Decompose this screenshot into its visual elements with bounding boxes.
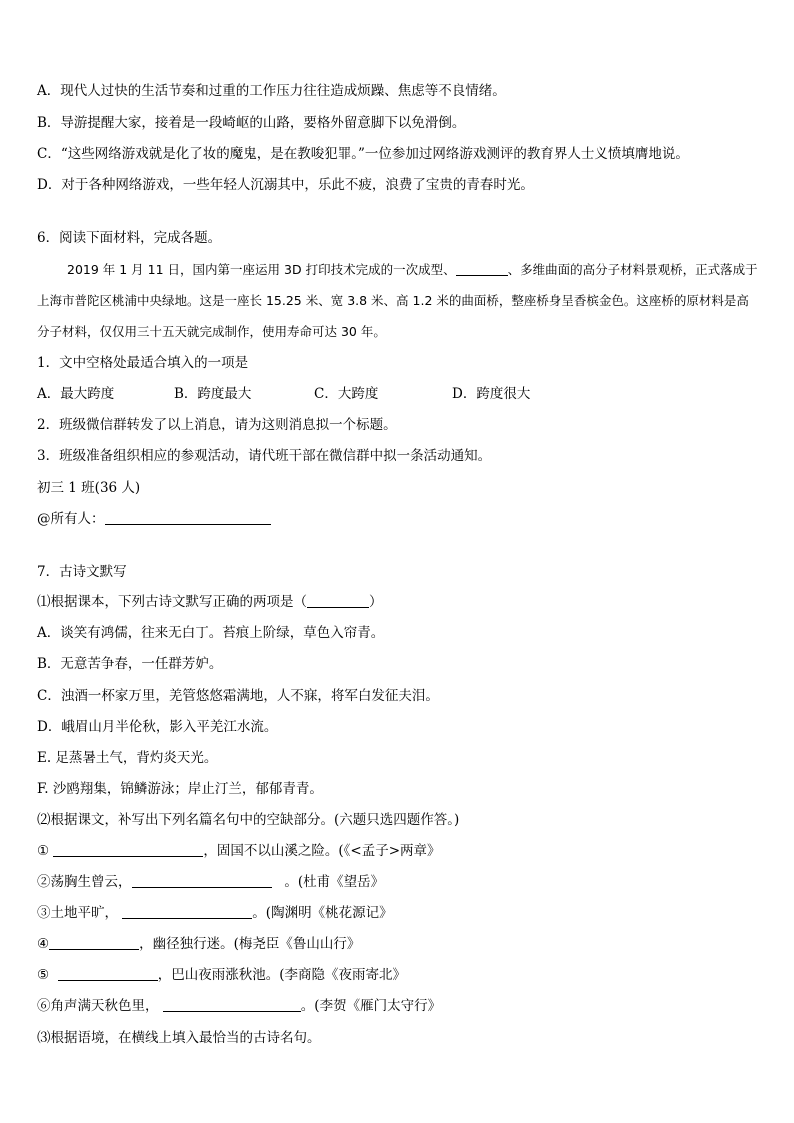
q7-option-f: F. 沙鸥翔集，锦鳞游泳；岸止汀兰，郁郁青青。: [37, 781, 323, 797]
q7-part1: [37, 592, 383, 612]
q7-fill-3-blank: [122, 904, 252, 919]
q7-fill-1: [37, 841, 441, 861]
q7-fill-5: [37, 965, 406, 985]
q7-option-e: E. 足蒸暑土气，背灼炎天光。: [37, 750, 218, 766]
q7-fill-1-post: ，固国不以山溪之险。(《<孟子>两章》: [203, 843, 441, 859]
q7-part1-suffix: ）: [369, 594, 383, 610]
q5-option-d: D．对于各种网络游戏，一些年轻人沉溺其中，乐此不疲，浪费了宝贵的青春时光。: [37, 177, 534, 193]
q7-fill-4-blank: [49, 935, 139, 950]
q7-fill-1-pre: ①: [37, 843, 50, 859]
q6-sub2: 2．班级微信群转发了以上消息，请为这则消息拟一个标题。: [37, 417, 397, 433]
q7-fill-3-pre: ③土地平旷，: [37, 905, 118, 921]
q6-notice-blank: [105, 510, 271, 525]
q6-sub1-option-c: C．大跨度: [314, 386, 379, 402]
q7-fill-6-post: 。(李贺《雁门太守行》: [300, 998, 442, 1014]
q7-part1-prefix: ⑴根据课本，下列古诗文默写正确的两项是（: [37, 594, 307, 610]
q7-fill-2: [37, 872, 384, 892]
q7-fill-3-post: 。(陶渊明《桃花源记》: [252, 905, 393, 921]
q7-fill-4-pre: ④: [37, 936, 50, 952]
q6-at-all: @所有人：: [37, 511, 105, 527]
q7-part1-blank: [307, 593, 369, 608]
q7-option-a: A．谈笑有鸿儒，往来无白丁。苔痕上阶绿，草色入帘青。: [37, 625, 385, 641]
q7-fill-2-pre: ②荡胸生曾云，: [37, 874, 132, 890]
q6-sub1-options: [37, 384, 530, 404]
q7-fill-2-blank: [132, 873, 272, 888]
q6-sub1-option-a: A．最大跨度: [37, 386, 115, 402]
q5-option-b: B．导游提醒大家，接着是一段崎岖的山路，要格外留意脚下以免滑倒。: [37, 115, 466, 131]
q7-fill-4-post: ，幽径独行迷。(梅尧臣《鲁山山行》: [139, 936, 361, 952]
q7-fill-6-blank: [163, 997, 301, 1012]
q7-fill-5-post: ，巴山夜雨涨秋池。(李商隐《夜雨寄北》: [157, 967, 406, 983]
q7-part3: ⑶根据语境，在横线上填入最恰当的古诗名句。: [37, 1030, 321, 1046]
q7-option-c: C．浊酒一杯家万里，羌管悠悠霜满地，人不寐，将军白发征夫泪。: [37, 688, 439, 704]
q7-fill-2-post: 。(杜甫《望岳》: [284, 874, 385, 890]
q7-fill-3: [37, 903, 393, 923]
q6-sub1-option-b: B．跨度最大: [174, 386, 252, 402]
q7-fill-6-pre: ⑥角声满天秋色里，: [37, 998, 159, 1014]
q6-sub1: 1．文中空格处最适合填入的一项是: [37, 355, 249, 371]
q6-at-all-line: [37, 509, 271, 529]
q7-option-b: B．无意苦争春，一任群芳妒。: [37, 656, 223, 672]
q7-option-d: D．峨眉山月半伦秋，影入平羌江水流。: [37, 719, 278, 735]
q7-fill-1-blank: [53, 842, 203, 857]
q7-part2: ⑵根据课文，补写出下列名篇名句中的空缺部分。(六题只选四题作答。): [37, 812, 460, 828]
q7-fill-6: [37, 996, 441, 1016]
q6-group-name: 初三 1 班(36 人): [37, 480, 141, 496]
q5-option-a: A．现代人过快的生活节奏和过重的工作压力往往造成烦躁、焦虑等不良情绪。: [37, 83, 506, 99]
q7-heading: 7．古诗文默写: [37, 564, 127, 580]
q6-passage: [37, 254, 759, 347]
q6-passage-part1: 2019 年 1 月 11 日，国内第一座运用 3D 打印技术完成的一次成型、: [67, 262, 456, 277]
q7-fill-4: [37, 934, 360, 954]
q6-passage-blank: [456, 261, 508, 276]
q7-fill-5-pre: ⑤: [37, 967, 50, 983]
q6-sub1-option-d: D．跨度很大: [452, 386, 531, 402]
q5-option-c: C．“这些网络游戏就是化了妆的魔鬼，是在教唆犯罪。”一位参加过网络游戏测评的教育界人士义愤填膺地说。: [37, 146, 689, 162]
q6-sub3: 3．班级准备组织相应的参观活动，请代班干部在微信群中拟一条活动通知。: [37, 448, 492, 464]
q7-fill-5-blank: [58, 966, 158, 981]
q6-heading: 6．阅读下面材料，完成各题。: [37, 230, 222, 246]
q6-passage-part2: 、多维曲面的高分子材料景观桥，正式落成于上海市普陀区桃浦中央绿地。这是一座长 15.25 米、宽 3.8 米、高 1.2 米的曲面桥，整座桥身呈香槟金色。这座桥的原材料是高分子材料，仅仅用三十五天就完成制作，使用寿命可达 30 年。: [37, 262, 758, 339]
